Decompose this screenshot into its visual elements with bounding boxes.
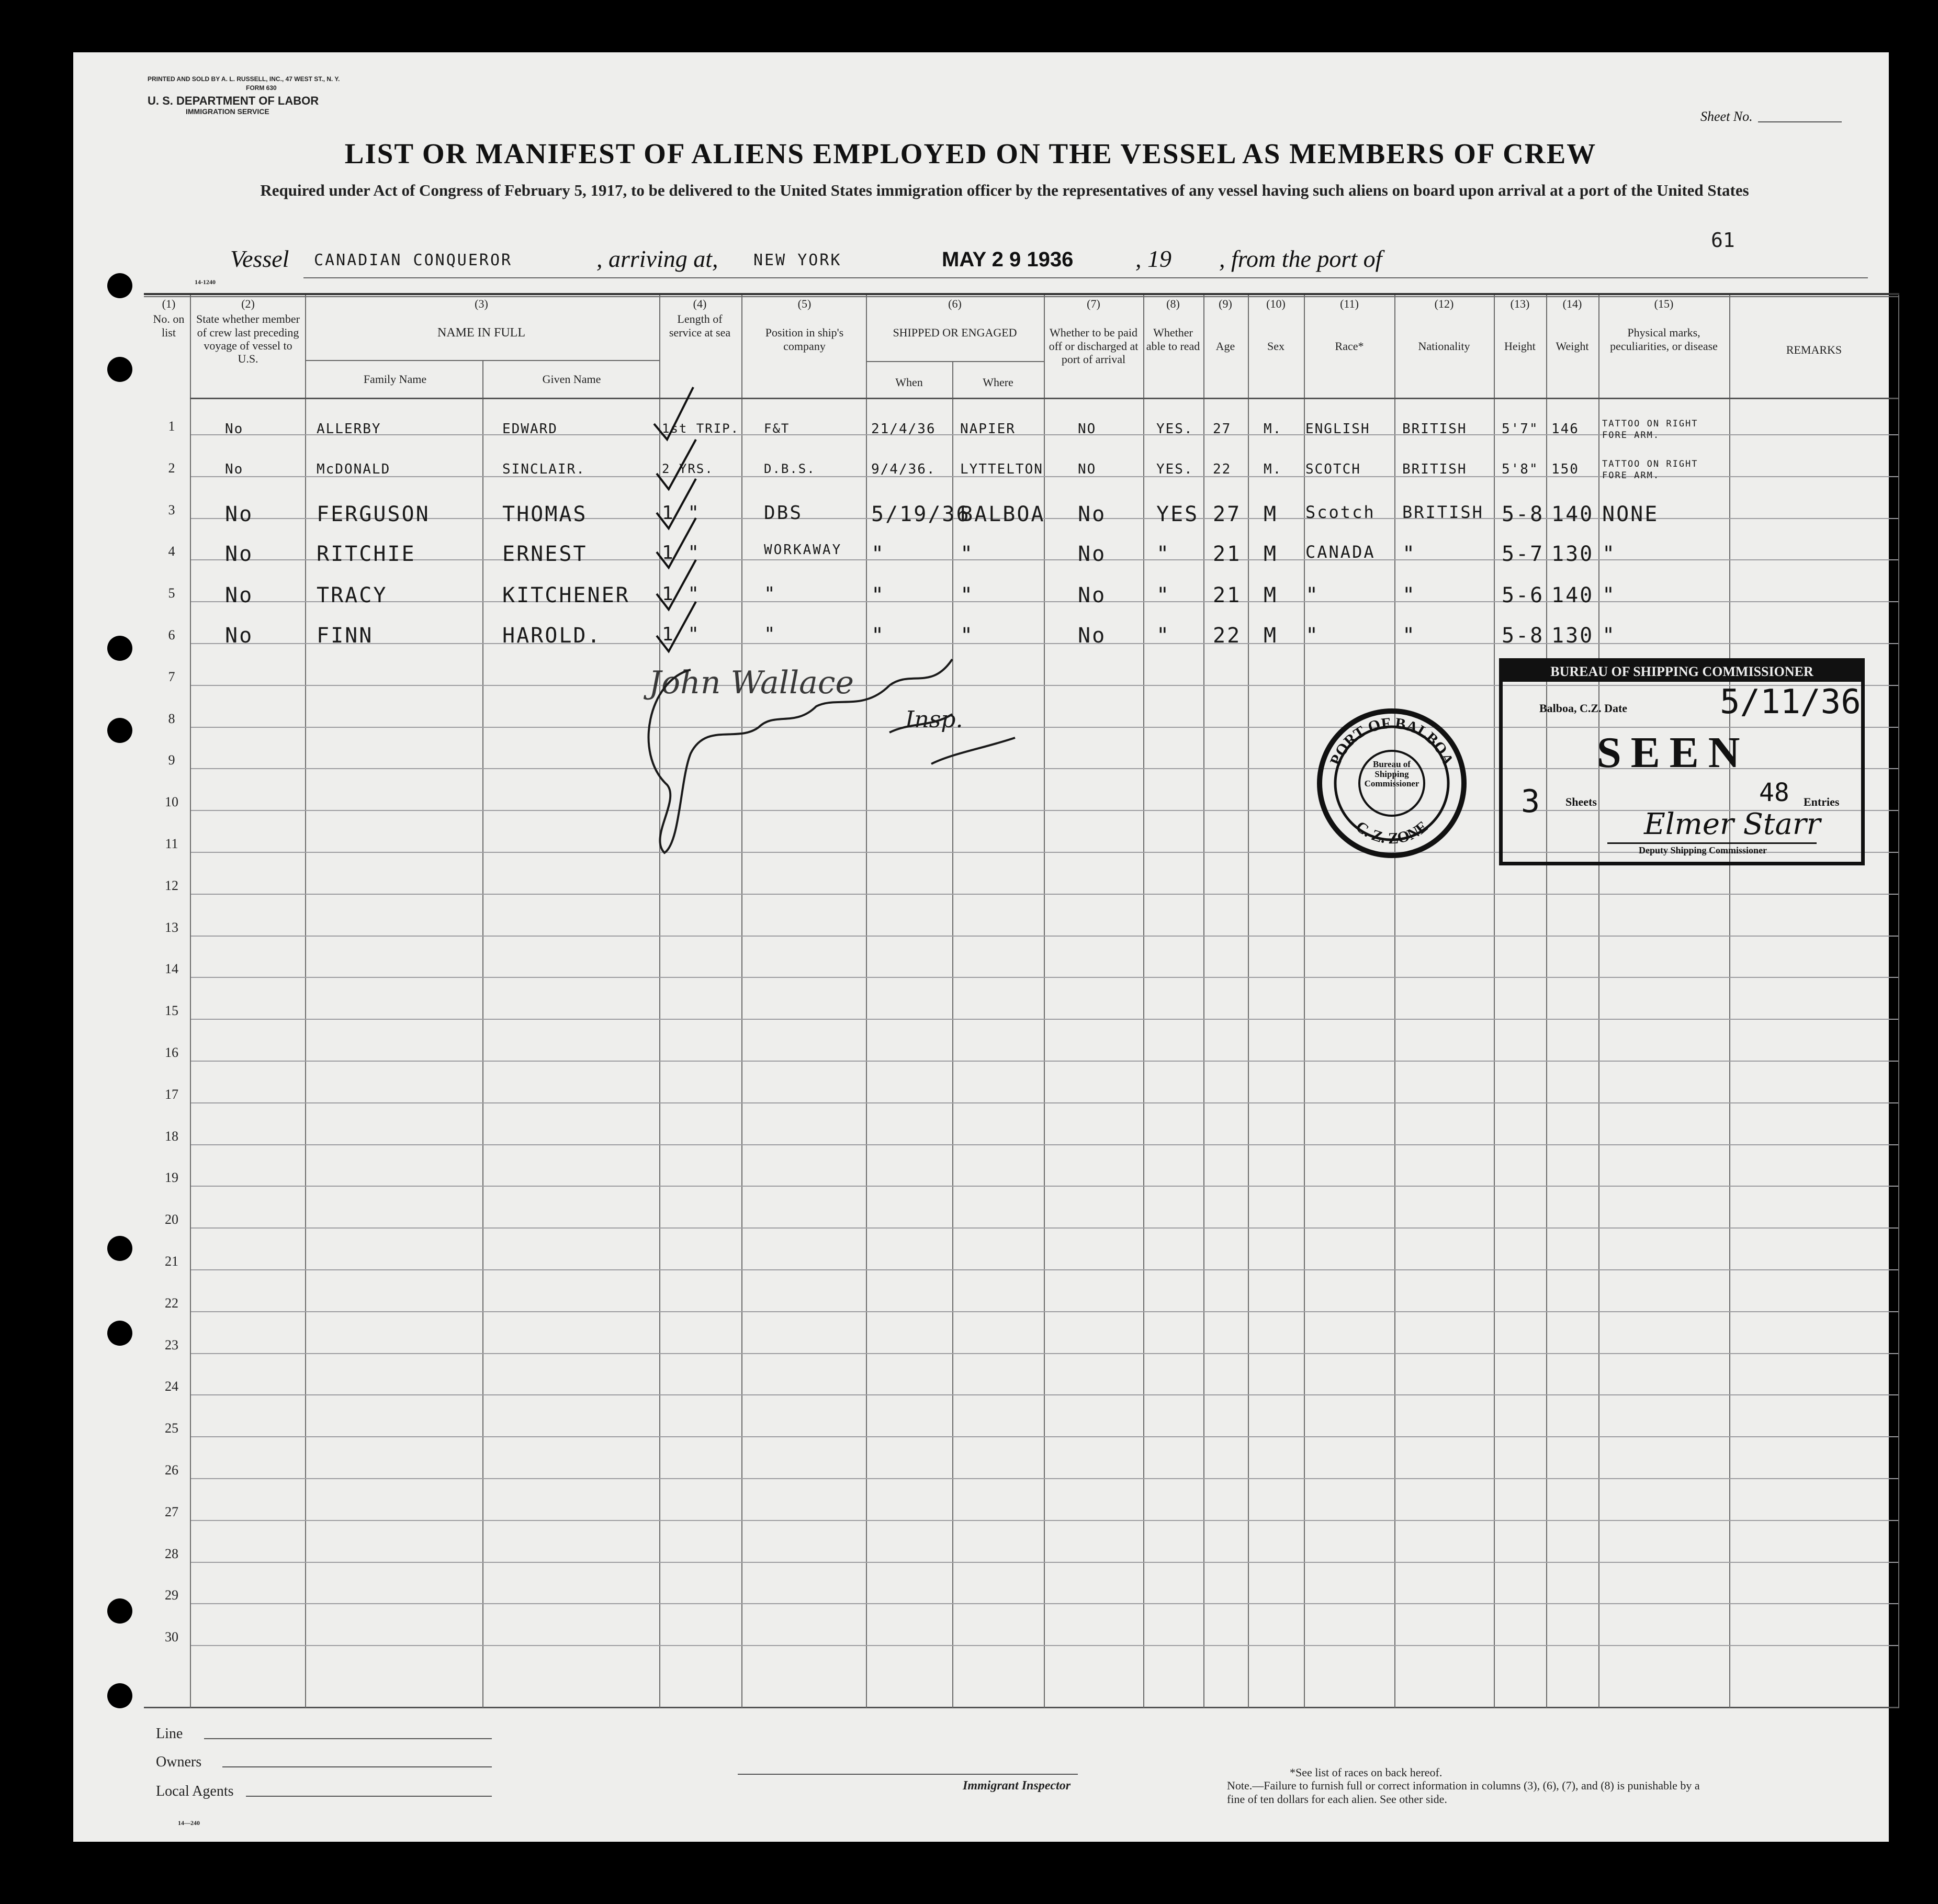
- col-9-header: (9) Age: [1215, 297, 1235, 353]
- col-13-header: (13) Height: [1504, 297, 1536, 353]
- shipped-where-cell: ": [960, 583, 975, 607]
- department-name: U. S. DEPARTMENT OF LABOR: [148, 94, 319, 107]
- line-number: 2: [168, 460, 175, 476]
- prev-voyage-cell: No: [225, 461, 244, 477]
- weight-cell: 140: [1551, 502, 1594, 526]
- prev-voyage-cell: No: [225, 502, 254, 526]
- family-name-cell: FINN: [317, 624, 374, 648]
- height-cell: 5-8: [1502, 624, 1545, 648]
- shipped-where-cell: ": [960, 624, 975, 648]
- race-cell: ": [1305, 624, 1320, 648]
- paid-off-cell: NO: [1078, 421, 1097, 437]
- position-cell: F&T: [764, 421, 790, 436]
- position-cell: DBS: [764, 502, 803, 524]
- shipped-when-cell: 5/19/36: [871, 502, 971, 526]
- shipped-when-cell: 21/4/36: [871, 421, 936, 437]
- row-rule: [191, 1394, 1898, 1395]
- svg-text:C. Z. ZONE: [1353, 818, 1432, 847]
- penalty-note: Note.—Failure to furnish full or correct information in columns (3), (6), (7), and (8) is punishable by a fine of ten dollars for each alien. See other side.: [1227, 1779, 1700, 1806]
- nationality-cell: BRITISH: [1402, 461, 1467, 477]
- nationality-cell: ": [1402, 542, 1417, 566]
- row-rule: [191, 1019, 1898, 1020]
- prev-voyage-cell: No: [225, 542, 254, 566]
- shipped-when-cell: ": [871, 542, 886, 566]
- year-label: , 19: [1135, 245, 1171, 272]
- col-12-header: (12) Nationality: [1418, 297, 1470, 353]
- physical-marks-cell: ": [1602, 542, 1617, 566]
- paid-off-cell: NO: [1078, 461, 1097, 477]
- line-number: 21: [165, 1254, 178, 1269]
- manifest-title: LIST OR MANIFEST OF ALIENS EMPLOYED ON THE VESSEL AS MEMBERS OF CREW: [344, 138, 1597, 170]
- manifest-subtitle: Required under Act of Congress of February 5, 1917, to be delivered to the United States immigration officer by the representatives of any vessel having such aliens on board upon arrival at a port of the United States: [260, 181, 1749, 199]
- line-number: 17: [165, 1086, 178, 1102]
- able-to-read-cell: ": [1156, 542, 1171, 566]
- col-6-where-header: Where: [983, 376, 1013, 389]
- row-rule: [191, 894, 1898, 895]
- remarks-header: REMARKS: [1786, 343, 1842, 356]
- stamp-entries-label: Entries: [1804, 795, 1840, 808]
- col-6-when-header: When: [895, 376, 923, 389]
- age-cell: 22: [1213, 461, 1232, 477]
- col-3-given-header: Given Name: [542, 373, 601, 386]
- paid-off-cell: No: [1078, 542, 1107, 566]
- nationality-cell: ": [1402, 583, 1417, 607]
- line-number: 13: [165, 919, 178, 935]
- line-number: 25: [165, 1421, 178, 1436]
- shipped-where-cell: NAPIER: [960, 421, 1016, 437]
- line-number: 24: [165, 1379, 178, 1394]
- able-to-read-cell: YES.: [1156, 461, 1193, 477]
- punch-hole: [107, 1598, 132, 1624]
- line-number: 8: [168, 711, 175, 726]
- immigrant-inspector-label: Immigrant Inspector: [963, 1779, 1071, 1793]
- stamp-sheets-value: 3: [1521, 783, 1540, 820]
- sex-cell: M.: [1264, 421, 1282, 437]
- line-number: 30: [165, 1629, 178, 1645]
- family-name-cell: FERGUSON: [317, 502, 430, 526]
- row-rule: [191, 977, 1898, 978]
- height-cell: 5-6: [1502, 583, 1545, 607]
- shipped-where-cell: BALBOA: [960, 502, 1045, 526]
- row-rule: [191, 1227, 1898, 1229]
- shipped-when-cell: ": [871, 624, 886, 648]
- col-15-header: (15) Physical marks, peculiarities, or disease: [1610, 297, 1718, 353]
- nationality-cell: ": [1402, 624, 1417, 648]
- shipped-when-cell: ": [871, 583, 886, 607]
- physical-marks-cell: NONE: [1602, 502, 1659, 526]
- line-number: 14: [165, 961, 178, 977]
- shipped-when-cell: 9/4/36.: [871, 461, 936, 477]
- prev-voyage-cell: No: [225, 624, 254, 648]
- line-number: 20: [165, 1212, 178, 1227]
- age-cell: 21: [1213, 583, 1242, 607]
- service-name: IMMIGRATION SERVICE: [186, 107, 269, 116]
- length-of-service-cell: 2 YRS.: [662, 461, 714, 476]
- check-mark: [657, 518, 696, 568]
- line-number: 3: [168, 502, 175, 517]
- line-number: 27: [165, 1504, 178, 1519]
- printer-line: PRINTED AND SOLD BY A. L. RUSSELL, INC., 47 WEST ST., N. Y.: [148, 75, 340, 83]
- col-2-header: (2) State whether member of crew last preceding voyage of vessel to U.S.: [196, 297, 300, 366]
- row-rule: [191, 1144, 1898, 1145]
- round-stamp-inner-text: Bureau of Shipping Commissioner: [1364, 760, 1419, 789]
- able-to-read-cell: YES: [1156, 502, 1199, 526]
- col-11-header: (11) Race*: [1335, 297, 1364, 353]
- family-name-cell: RITCHIE: [317, 542, 416, 566]
- height-cell: 5'8": [1502, 461, 1539, 477]
- row-rule: [191, 1562, 1898, 1563]
- row-rule: [191, 1603, 1898, 1604]
- given-name-cell: HAROLD.: [502, 624, 602, 648]
- race-cell: CANADA: [1305, 542, 1376, 562]
- stamp-entries-value: 48: [1759, 778, 1789, 807]
- given-name-cell: SINCLAIR.: [502, 461, 585, 477]
- line-number: 26: [165, 1462, 178, 1478]
- nationality-cell: BRITISH: [1402, 502, 1484, 522]
- height-cell: 5-7: [1502, 542, 1545, 566]
- given-name-cell: KITCHENER: [502, 583, 630, 607]
- position-cell: D.B.S.: [764, 461, 816, 476]
- shipped-where-cell: ": [960, 542, 975, 566]
- round-stamp-bottom-text: C. Z. ZONE: [1352, 817, 1432, 848]
- row-rule: [191, 1061, 1898, 1062]
- position-cell: ": [764, 624, 777, 645]
- line-number: 18: [165, 1128, 178, 1144]
- race-cell: SCOTCH: [1305, 461, 1361, 477]
- line-number: 7: [168, 669, 175, 684]
- row-rule: [191, 1436, 1898, 1437]
- col-10-header: (10) Sex: [1266, 297, 1286, 353]
- footer-line-label: Line: [156, 1726, 183, 1742]
- form-number: FORM 630: [246, 84, 277, 92]
- punch-hole: [107, 636, 132, 661]
- line-number: 28: [165, 1546, 178, 1561]
- header-bottom-border: [190, 398, 1898, 399]
- inspector-title: Insp.: [905, 706, 963, 733]
- vessel-underline: [303, 277, 1868, 278]
- row-rule: [191, 643, 1898, 644]
- height-cell: 5'7": [1502, 421, 1539, 437]
- table-bottom-border: [144, 1707, 1899, 1708]
- length-of-service-cell: 1st TRIP.: [662, 421, 740, 436]
- check-mark: [657, 479, 696, 528]
- sex-cell: M: [1264, 624, 1278, 648]
- row-rule: [191, 1353, 1898, 1354]
- check-mark: [657, 560, 696, 610]
- round-stamp-top-text: PORT OF BALBOA: [1326, 714, 1457, 768]
- check-mark: [654, 387, 693, 440]
- stamp-footer: Deputy Shipping Commissioner: [1639, 845, 1767, 855]
- col-4-header: (4) Length of service at sea: [669, 297, 731, 339]
- vessel-name: CANADIAN CONQUEROR: [314, 251, 513, 269]
- row-rule: [191, 1269, 1898, 1270]
- physical-marks-cell: ": [1602, 624, 1617, 648]
- weight-cell: 150: [1551, 461, 1579, 477]
- length-of-service-cell: 1 ": [662, 542, 701, 564]
- stamp-sheets-label: Sheets: [1565, 795, 1597, 808]
- sex-cell: M.: [1264, 461, 1282, 477]
- col-6-header: (6) SHIPPED OR ENGAGED: [893, 297, 1017, 340]
- sex-cell: M: [1264, 502, 1278, 526]
- physical-marks-cell: ": [1602, 583, 1617, 607]
- arrival-date-stamp: MAY 2 9 1936: [942, 248, 1074, 271]
- arriving-port: NEW YORK: [753, 251, 842, 269]
- footer-agents-label: Local Agents: [156, 1783, 234, 1799]
- check-marks: [649, 382, 722, 654]
- line-number: 10: [165, 794, 178, 810]
- position-cell: WORKAWAY: [764, 542, 842, 558]
- races-note: *See list of races on back hereof.: [1290, 1766, 1443, 1779]
- line-number: 23: [165, 1337, 178, 1353]
- length-of-service-cell: 1 ": [662, 502, 701, 524]
- line-number: 22: [165, 1295, 178, 1311]
- vessel-label: Vessel: [230, 245, 289, 272]
- length-of-service-cell: 1 ": [662, 583, 701, 605]
- able-to-read-cell: ": [1156, 583, 1171, 607]
- line-number: 29: [165, 1587, 178, 1603]
- able-to-read-cell: ": [1156, 624, 1171, 648]
- port-of-balboa-round-stamp: [1316, 707, 1468, 859]
- page-number: 61: [1711, 229, 1735, 252]
- col-14-header: (14) Weight: [1556, 297, 1589, 353]
- sheet-number-label: Sheet No.: [1700, 109, 1753, 124]
- line-number: 6: [168, 627, 175, 643]
- row-rule: [191, 1102, 1898, 1103]
- age-cell: 22: [1213, 624, 1242, 648]
- punch-hole: [107, 1321, 132, 1346]
- row-rule: [191, 1311, 1898, 1312]
- row-rule: [191, 1645, 1898, 1646]
- weight-cell: 130: [1551, 542, 1594, 566]
- col-7-header: (7) Whether to be paid off or discharged at port of arrival: [1049, 297, 1139, 366]
- shipped-where-cell: LYTTELTON: [960, 461, 1043, 477]
- row-rule: [191, 559, 1898, 560]
- footer-owners-label: Owners: [156, 1754, 202, 1770]
- line-number: 5: [168, 585, 175, 601]
- able-to-read-cell: YES.: [1156, 421, 1193, 437]
- punch-hole: [107, 1683, 132, 1708]
- family-name-cell: ALLERBY: [317, 421, 381, 437]
- row-rule: [191, 936, 1898, 937]
- arriving-label: , arriving at,: [596, 245, 718, 272]
- race-cell: Scotch: [1305, 502, 1376, 522]
- prev-voyage-cell: No: [225, 421, 244, 437]
- inspector-signature-text: John Wallace: [649, 664, 854, 701]
- age-cell: 27: [1213, 502, 1242, 526]
- punch-hole: [107, 273, 132, 298]
- family-name-cell: McDONALD: [317, 461, 391, 477]
- prev-voyage-cell: No: [225, 583, 254, 607]
- weight-cell: 130: [1551, 624, 1594, 648]
- line-number: 1: [168, 419, 175, 434]
- from-port-label: , from the port of: [1219, 245, 1382, 272]
- physical-marks-cell: TATTOO ON RIGHT FORE ARM.: [1602, 459, 1698, 481]
- age-cell: 21: [1213, 542, 1242, 566]
- form-code: 14-1240: [195, 278, 216, 286]
- given-name-cell: EDWARD: [502, 421, 558, 437]
- stamp-date-label: Balboa, C.Z. Date: [1539, 702, 1628, 715]
- given-name-cell: THOMAS: [502, 502, 588, 526]
- line-number: 4: [168, 544, 175, 559]
- punch-hole: [107, 718, 132, 743]
- paid-off-cell: No: [1078, 502, 1107, 526]
- stamp-commissioner-signature: Elmer Starr: [1644, 807, 1821, 841]
- col-5-header: (5) Position in ship's company: [765, 297, 844, 353]
- weight-cell: 140: [1551, 583, 1594, 607]
- paid-off-cell: No: [1078, 624, 1107, 648]
- stamp-seen-text: SEEN: [1597, 728, 1750, 777]
- paid-off-cell: No: [1078, 583, 1107, 607]
- footer-form-code: 14—240: [178, 1819, 200, 1827]
- table-top-border: [144, 293, 1899, 295]
- sex-cell: M: [1264, 583, 1278, 607]
- age-cell: 27: [1213, 421, 1232, 437]
- position-cell: ": [764, 583, 777, 605]
- col-1-header: (1) No. on list: [153, 297, 185, 339]
- physical-marks-cell: TATTOO ON RIGHT FORE ARM.: [1602, 419, 1698, 441]
- race-cell: ENGLISH: [1305, 421, 1370, 437]
- stamp-header: BUREAU OF SHIPPING COMMISSIONER: [1503, 662, 1861, 682]
- row-rule: [191, 601, 1898, 602]
- row-rule: [191, 1478, 1898, 1479]
- shipping-commissioner-stamp: [1499, 658, 1865, 865]
- line-number: 15: [165, 1003, 178, 1019]
- punch-hole: [107, 357, 132, 382]
- line-number: 12: [165, 877, 178, 893]
- punch-hole: [107, 1236, 132, 1261]
- given-name-cell: ERNEST: [502, 542, 588, 566]
- line-number: 16: [165, 1045, 178, 1060]
- weight-cell: 146: [1551, 421, 1579, 437]
- line-number: 19: [165, 1170, 178, 1186]
- race-cell: ": [1305, 583, 1320, 607]
- family-name-cell: TRACY: [317, 583, 388, 607]
- length-of-service-cell: 1 ": [662, 624, 701, 645]
- sheet-number-line: [1758, 121, 1842, 122]
- col-3-family-header: Family Name: [363, 373, 427, 386]
- line-number: 9: [168, 752, 175, 768]
- check-mark: [657, 440, 696, 489]
- check-mark: [657, 602, 696, 651]
- sex-cell: M: [1264, 542, 1278, 566]
- row-rule: [191, 1186, 1898, 1187]
- col-8-header: (8) Whether able to read: [1146, 297, 1200, 353]
- stamp-date-value: 5/11/36: [1720, 683, 1861, 722]
- height-cell: 5-8: [1502, 502, 1545, 526]
- row-rule: [191, 1520, 1898, 1521]
- col-3-header: (3) NAME IN FULL: [437, 297, 525, 340]
- nationality-cell: BRITISH: [1402, 421, 1467, 437]
- line-number: 11: [165, 836, 178, 851]
